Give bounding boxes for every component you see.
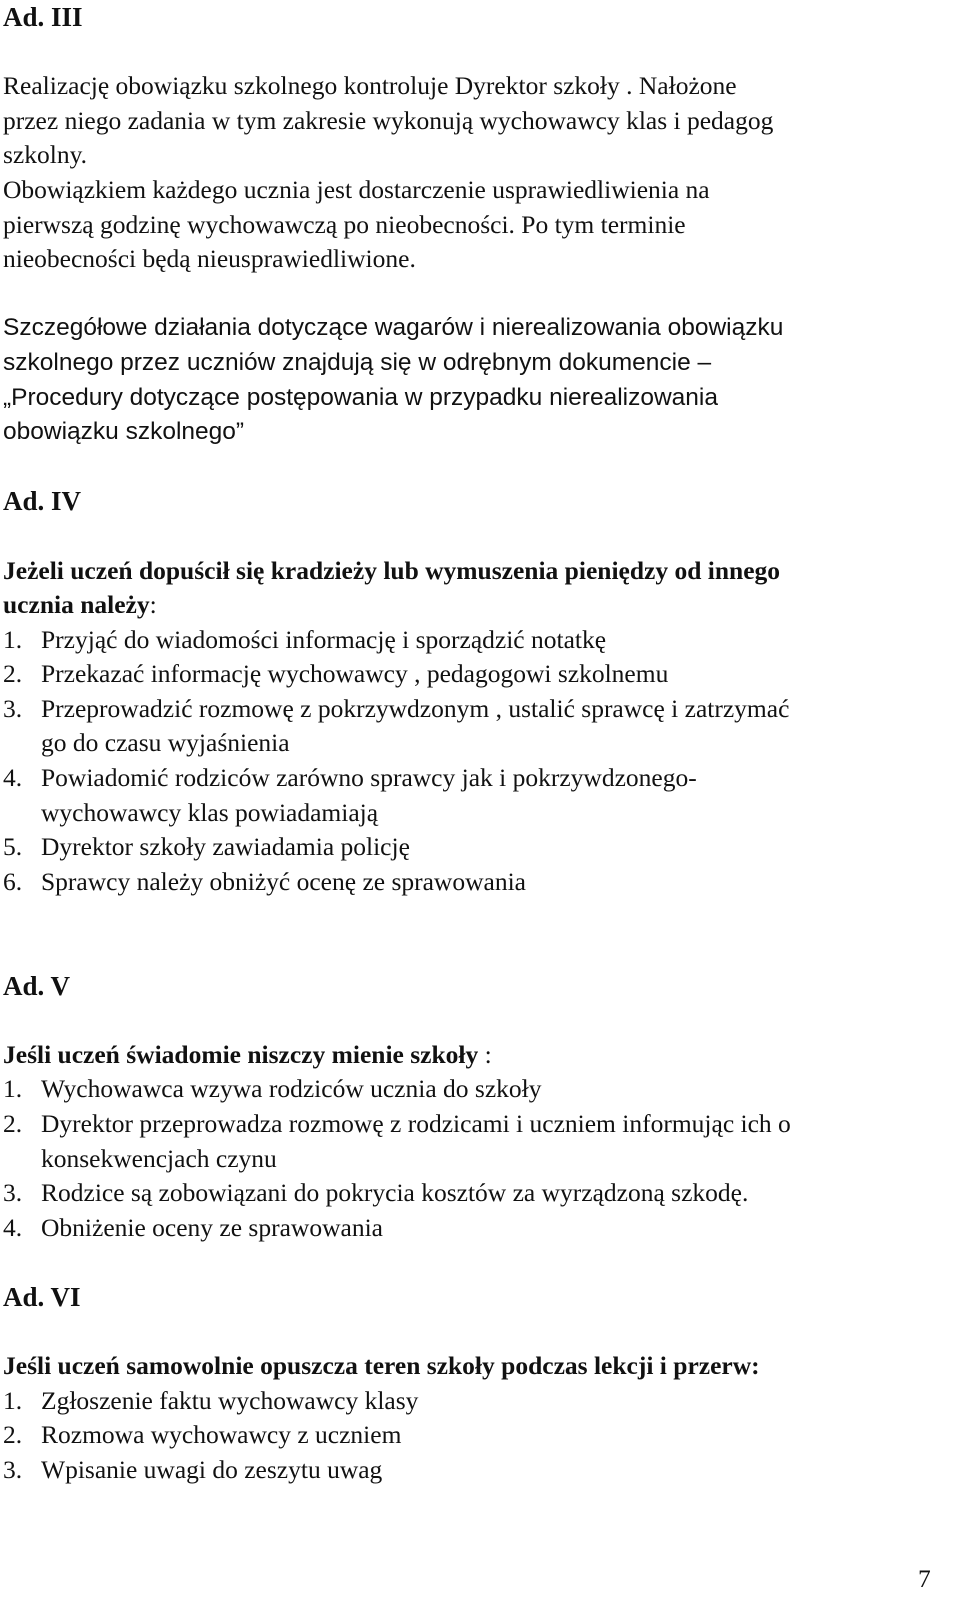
text-line: obowiązku szkolnego” <box>3 418 245 446</box>
list-line: Dyrektor przeprowadza rozmowę z rodzicami i uczniem informując ich o <box>41 1109 791 1138</box>
list-item <box>3 1418 953 1453</box>
list-text <box>41 1176 953 1211</box>
list-number: 1. <box>3 1074 23 1104</box>
list-item <box>3 1453 953 1488</box>
list-line: go do czasu wyjaśnienia <box>41 728 290 758</box>
text-line: nieobecności będą nieusprawiedliwione. <box>3 244 416 274</box>
list-item <box>3 1176 953 1211</box>
list-line: Obniżenie oceny ze sprawowania <box>41 1212 383 1242</box>
list-line: Wychowawca wzywa rodziców ucznia do szkoły <box>41 1074 542 1104</box>
list-line: Sprawcy należy obniżyć ocenę ze sprawowania <box>41 866 526 896</box>
section-heading-ad6: Ad. VI <box>3 1281 81 1312</box>
list-number: 2. <box>3 1109 23 1138</box>
text-line: Szczegółowe działania dotyczące wagarów i nierealizowania obowiązku <box>3 314 784 342</box>
ad6-lead-line: Jeśli uczeń samowolnie opuszcza teren szkoły podczas lekcji i przerw: <box>3 1351 760 1381</box>
list-text <box>41 1211 953 1246</box>
ad3-detail-paragraph <box>3 311 953 449</box>
list-number: 2. <box>3 659 23 689</box>
lead-text: Jeśli uczeń świadomie niszczy mienie szkoły <box>3 1039 479 1069</box>
text-line: „Procedury dotyczące postępowania w przypadku nierealizowania <box>3 383 718 411</box>
list-line: Rozmowa wychowawcy z uczniem <box>41 1420 402 1450</box>
list-number: 6. <box>3 866 23 896</box>
list-item <box>3 623 953 658</box>
ad4-lead-line: Jeżeli uczeń dopuścił się kradzieży lub wymuszenia pieniędzy od innego <box>3 555 781 585</box>
section-heading-ad3: Ad. III <box>3 2 83 32</box>
list-text <box>41 1072 953 1107</box>
text-line: szkolny. <box>3 140 88 170</box>
list-number: 4. <box>3 763 23 793</box>
list-text <box>41 1418 953 1453</box>
list-number: 5. <box>3 832 23 862</box>
list-number: 3. <box>3 693 23 723</box>
list-line: konsekwencjach czynu <box>41 1143 277 1173</box>
lead-text: ucznia należy <box>3 590 150 620</box>
list-item <box>3 1107 953 1176</box>
list-item <box>3 761 953 830</box>
list-text <box>41 865 953 900</box>
list-item <box>3 1384 953 1419</box>
text-line: Obowiązkiem każdego ucznia jest dostarczenie usprawiedliwienia na <box>3 174 710 204</box>
list-item <box>3 830 953 865</box>
list-line: Powiadomić rodziców zarówno sprawcy jak i pokrzywdzonego- <box>41 763 697 793</box>
list-text <box>41 1384 953 1419</box>
list-text <box>41 623 953 658</box>
section-heading-ad5: Ad. V <box>3 970 71 1001</box>
ad4-list <box>3 623 953 900</box>
list-number: 4. <box>3 1212 23 1242</box>
list-item <box>3 1072 953 1107</box>
list-number: 3. <box>3 1454 23 1484</box>
list-line: wychowawcy klas powiadamiają <box>41 797 379 827</box>
list-item <box>3 657 953 692</box>
section-heading-ad4: Ad. IV <box>3 486 82 517</box>
ad5-lead-line <box>3 1038 953 1073</box>
text-line: Realizację obowiązku szkolnego kontroluje Dyrektor szkoły . Nałożone <box>3 71 737 101</box>
ad4-lead-line <box>3 588 953 623</box>
list-line: Przyjąć do wiadomości informację i sporządzić notatkę <box>41 624 607 654</box>
text-line: szkolnego przez uczniów znajdują się w odrębnym dokumencie – <box>3 348 712 376</box>
list-line: Rodzice są zobowiązani do pokrycia kosztów za wyrządzoną szkodę. <box>41 1178 749 1208</box>
ad5-list <box>3 1072 953 1245</box>
text-line: pierwszą godzinę wychowawczą po nieobecności. Po tym terminie <box>3 209 686 239</box>
list-text <box>41 761 953 830</box>
lead-tail: : <box>478 1039 492 1069</box>
list-text <box>41 657 953 692</box>
lead-tail: : <box>149 590 157 620</box>
list-text <box>41 692 953 761</box>
list-number: 3. <box>3 1178 23 1208</box>
list-number: 1. <box>3 624 23 654</box>
page-number: 7 <box>918 1564 931 1593</box>
list-item <box>3 1211 953 1246</box>
list-text <box>41 1453 953 1488</box>
list-line: Przekazać informację wychowawcy , pedagogowi szkolnemu <box>41 659 669 689</box>
list-item <box>3 692 953 761</box>
ad6-list <box>3 1384 953 1488</box>
list-number: 1. <box>3 1385 23 1415</box>
list-text <box>41 1107 953 1176</box>
list-line: Wpisanie uwagi do zeszytu uwag <box>41 1454 383 1484</box>
ad3-paragraph <box>3 69 953 277</box>
text-line: przez niego zadania w tym zakresie wykonują wychowawcy klas i pedagog <box>3 105 774 135</box>
document-page <box>3 0 953 1488</box>
list-number: 2. <box>3 1420 23 1450</box>
list-text <box>41 830 953 865</box>
list-line: Dyrektor szkoły zawiadamia policję <box>41 832 410 862</box>
list-line: Zgłoszenie faktu wychowawcy klasy <box>41 1385 419 1415</box>
list-line: Przeprowadzić rozmowę z pokrzywdzonym , ustalić sprawcę i zatrzymać <box>41 693 790 723</box>
list-item <box>3 865 953 900</box>
